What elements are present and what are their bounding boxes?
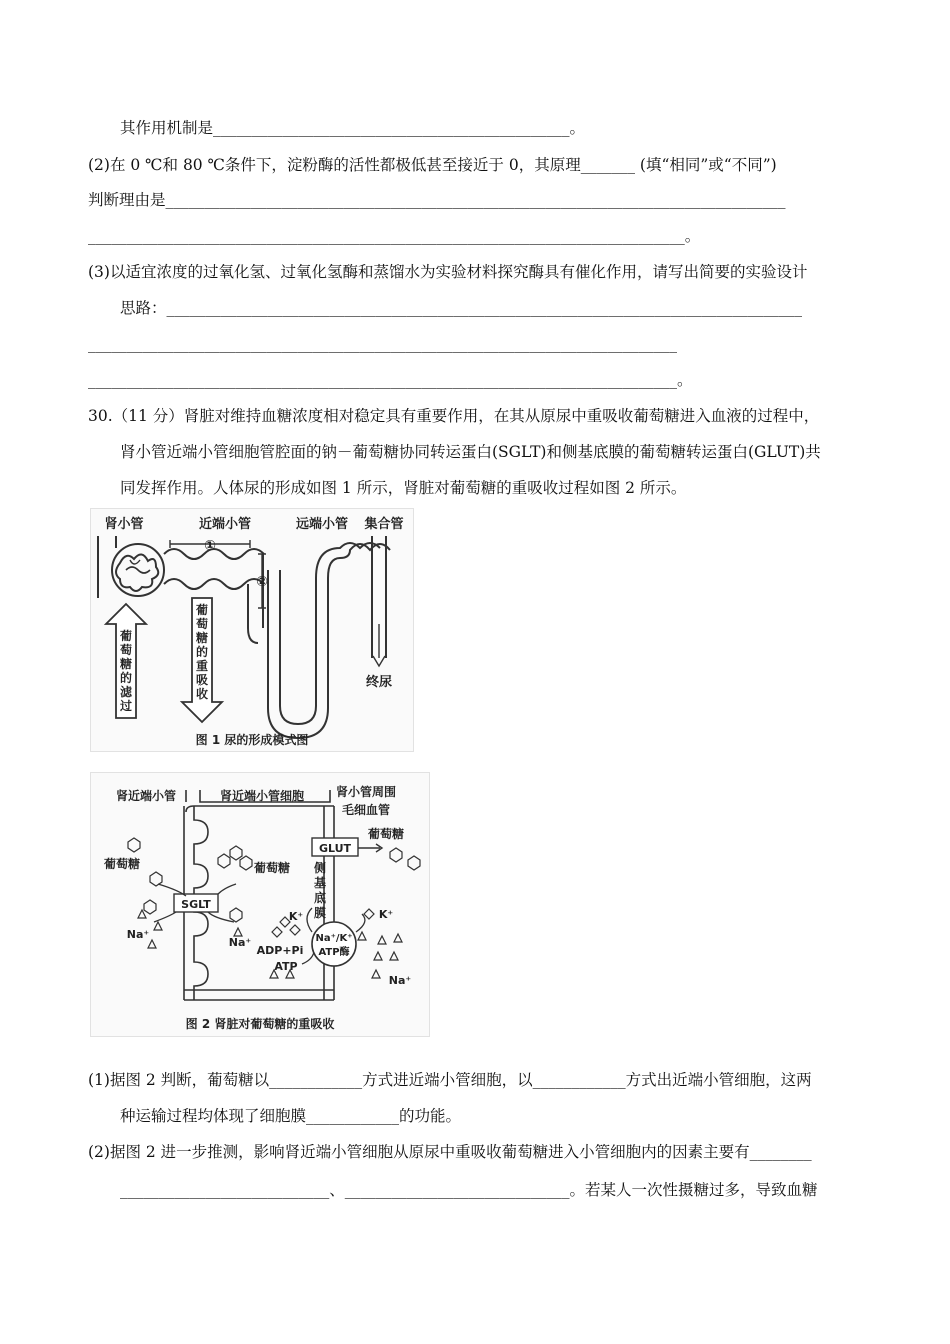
- label-tubule: 肾小管: [104, 517, 144, 532]
- subquestion-1: (1)据图 2 判断，葡萄糖以____________方式进近端小管细胞，以____________方式出近端小管细胞，这两: [88, 1071, 812, 1089]
- label-collecting: 集合管: [364, 517, 404, 532]
- text-line: ____________________________________________________________________________: [88, 335, 677, 353]
- label-glucose-blood: 葡萄糖: [367, 827, 405, 841]
- text-line: 判断理由是________________________________________________________________________________: [88, 191, 786, 209]
- label-na-lumen: Na⁺: [126, 928, 150, 941]
- arrow-filter-char: 糖: [119, 657, 133, 671]
- label-capillary: 肾小管周围: [335, 785, 397, 799]
- label-basolateral: 基: [313, 876, 327, 890]
- text-line: ___________________________、_____________________________。若某人一次性摄糖过多，导致血糖: [120, 1181, 818, 1199]
- arrow-reabsorb-char: 收: [195, 687, 209, 701]
- label-na-cell: Na⁺: [228, 936, 252, 949]
- label-k-cell: K⁺: [288, 910, 304, 923]
- label-basolateral: 膜: [313, 906, 327, 920]
- label-final-urine: 终尿: [365, 675, 393, 690]
- label-sglt: SGLT: [181, 898, 211, 911]
- label-proximal-tubule: 肾近端小管: [115, 789, 177, 803]
- arrow-reabsorb-char: 的: [195, 645, 209, 659]
- text-line: ____________________________________________________________________________。: [88, 371, 693, 389]
- label-proximal: 近端小管: [198, 517, 252, 532]
- text-line: 其作用机制是______________________________________________。: [120, 119, 586, 137]
- label-basolateral: 侧: [313, 861, 327, 875]
- text-line: 肾小管近端小管细胞管腔面的钠－葡萄糖协同转运蛋白(SGLT)和侧基底膜的葡萄糖转运蛋白(GLUT)共: [120, 443, 821, 461]
- label-glucose-cell: 葡萄糖: [253, 861, 291, 875]
- label-cell: 肾近端小管细胞: [219, 789, 305, 803]
- label-pump: Na⁺/K⁺: [315, 933, 353, 944]
- text-line: 同发挥作用。人体尿的形成如图 1 所示，肾脏对葡萄糖的重吸收过程如图 2 所示。: [120, 479, 687, 497]
- label-1: ①: [204, 538, 216, 554]
- arrow-filter-char: 滤: [119, 685, 133, 699]
- text-line: 种运输过程均体现了细胞膜____________的功能。: [120, 1107, 462, 1125]
- na-k-pump: [312, 922, 356, 966]
- figure-1: [90, 508, 414, 752]
- text-line: _____________________________________________________________________________。: [88, 227, 701, 245]
- arrow-filter-char: 萄: [119, 643, 133, 657]
- label-atp: ATP: [274, 960, 298, 973]
- question-2: (2)在 0 ℃和 80 ℃条件下，淀粉酶的活性都极低甚至接近于 0，其原理_______ (填“相同”或“不同”): [88, 156, 777, 174]
- arrow-reabsorb-char: 吸: [195, 673, 209, 687]
- text-line: 思路：__________________________________________________________________________________: [120, 299, 803, 317]
- label-adp: ADP+Pi: [256, 944, 304, 957]
- figure-2-caption: 图 2 肾脏对葡萄糖的重吸收: [185, 1017, 335, 1031]
- arrow-reabsorb-char: 萄: [195, 617, 209, 631]
- figure-1-caption: 图 1 尿的形成模式图: [195, 733, 309, 747]
- subquestion-2: (2)据图 2 进一步推测，影响肾近端小管细胞从原尿中重吸收葡萄糖进入小管细胞内的因素主要有________: [88, 1143, 812, 1161]
- question-30: 30.（11 分）肾脏对维持血糖浓度相对稳定具有重要作用，在其从原尿中重吸收葡萄糖进入血液的过程中，: [88, 407, 820, 425]
- arrow-reabsorb-char: 重: [195, 659, 209, 673]
- label-2: ②: [256, 574, 268, 590]
- label-capillary: 毛细血管: [341, 803, 391, 817]
- arrow-filter-char: 葡: [119, 629, 133, 643]
- label-glut: GLUT: [318, 842, 352, 855]
- arrow-reabsorb-char: 葡: [195, 603, 209, 617]
- label-k-blood: K⁺: [378, 908, 394, 921]
- question-3: (3)以适宜浓度的过氧化氢、过氧化氢酶和蒸馏水为实验材料探究酶具有催化作用，请写出简要的实验设计: [88, 263, 808, 281]
- figure-2: [90, 772, 430, 1037]
- label-distal: 远端小管: [295, 517, 349, 532]
- arrow-reabsorb-char: 糖: [195, 631, 209, 645]
- label-glucose-lumen: 葡萄糖: [103, 857, 141, 871]
- label-basolateral: 底: [313, 891, 327, 905]
- label-na-blood: Na⁺: [388, 974, 412, 987]
- arrow-filter-char: 过: [119, 699, 133, 713]
- label-pump: ATP酶: [318, 947, 350, 958]
- arrow-filter-char: 的: [119, 671, 133, 685]
